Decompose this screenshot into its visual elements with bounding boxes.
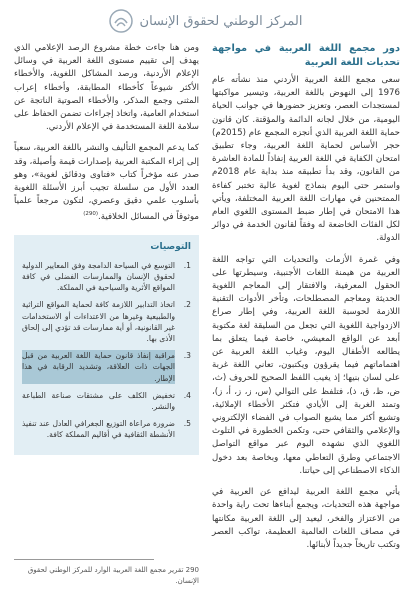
recommendation-item <box>22 260 191 294</box>
logo <box>60 4 350 38</box>
recommendation-item <box>22 299 191 344</box>
recommendation-text: التوسع في السياحة الدامجة وفق المعايير الدولية لحقوق الإنسان والممارسات الفضلى في كافة المواقع الأثرية والسياحية في المملكة. <box>22 260 175 293</box>
footnote: 290 تقرير مجمع اللغة العربية الوارد للمركز الوطني لحقوق الإنسان. <box>27 566 199 585</box>
paragraph: يأتي مجمع اللغة العربية ليدافع عن العربية في مواجهة هذه التحديات، ويجمع أبناءها تحت راية واحدة من الاعتزاز والفخر، ليعيد إلى اللغة العربية مكانتها في مصاف اللغات العالمية العظيمة، تواكب العصر وتكتب تاريخاً جديداً لأبنائها. <box>212 487 400 550</box>
recommendation-text: مراقبة إنفاذ قانون حماية اللغة العربية من قبل الجهات ذات العلاقة، وتشديد الرقابة في هذا الإطار. <box>22 351 175 383</box>
recommendation-item <box>22 390 191 412</box>
paragraph: وفي غمرة الأزمات والتحديات التي تواجه اللغة العربية من هيمنة اللغات الأجنبية، وسيطرتها على الحقول المعرفية، والافتقار إلى المعاجم اللغوية الحديثة ومعاجم المصطلحات، وتأخر الأدوات التقنية اللازمة لحوسبة اللغة العربية، وفي إطار صراع الازدواجية اللغوية التي تجعل من السليقة لغة مكتوبة أبعد عن الواقع المعيشي، خاصة فيما يتعلق بما يطالعه الأطفال اليوم، وغياب اللغة العربية عن اهتماماتهم فيما يقرؤون ويكتبون، تعاني اللغة غربة على لسان بنيها؛ إذ يغيب اللفظ الصحيح للحروف (ث، ض، ظ، ق، ذ)، فتلفظ على التوالي (س، ز، ز، أ، ز)، وتمتد الغربة إلى الأيادي فتكثر الأخطاء الإملائية، وتشيع أكثر مما يشيع الصواب في الفضاء الإلكتروني والإعلامي والثقافي حتى، وتكمن الخطورة في التلوث اللغوي الذي نشهده اليوم عبر مواقع التواصل الاجتماعي وطرق التعاطي معها، وبخاصة بعد دخول الذكاء الاصطناعي إلى حياتنا. <box>212 254 400 476</box>
recommendation-item <box>22 418 191 440</box>
paragraph: سعى مجمع اللغة العربية الأردني منذ نشأته عام 1976 إلى النهوض باللغة العربية، وتيسير مواكبتها لمستجدات العصر، وتعزيز حضورها في جوانب الحياة اليومية، من خلال لجانه الدائمة والمؤقتة. كان قانون حماية اللغة العربية الذي أنجزه المجمع عام (2015م) حجر الأساس لحماية اللغة العربية، وجاء تطبيق امتحان الكفاية في اللغة العربية إنفاذاً للمادة العاشرة من القانون، وقد بدأ تطبيقه منذ بداية عام 2018م واستمر حتى اليوم بنماذج لغوية عالية تختبر كفاءة الممتحنين في مهارات اللغة العربية المختلفة، ويأتي هذا الامتحان في إطار ضبط المستوى اللغوي العام لكل الفئات الخاضعة له وفقاً لقانون الخدمة في دوائر الدولة. <box>212 75 400 244</box>
recommendations-box <box>14 235 199 455</box>
right-column <box>212 42 400 560</box>
logo-text: المركز الوطني لحقوق الإنسان <box>139 13 303 29</box>
paragraph: ومن هنا جاءت خطة مشروع الرصد الإعلامي الذي يهدف إلى تقييم مستوى اللغة العربية في وسائل الإعلام الأردنية، ورصد المشاكل اللغوية، والأخطاء الأكثر شيوعاً كأخطاء المطابقة، وأخطاء إعراب المثنى وجمع المذكر، والأخطاء الصوتية الناتجة عن استخدام العامية، واتخاذ إجراءات تضمن الحفاظ على سلامة اللغة المستخدمة في الإعلام الأردني. <box>14 43 199 133</box>
recommendation-number: 5. <box>183 419 191 429</box>
recommendation-text: تخفيض الكلف على مشتقات صناعة الطباعة والنشر. <box>22 390 175 411</box>
recommendation-text: ضرورة مراعاة التوزيع الجغرافي العادل عند تنفيذ الأنشطة الثقافية في أقاليم المملكة كافة. <box>22 419 175 440</box>
left-column <box>14 42 199 455</box>
recommendation-number: 2. <box>183 300 191 310</box>
footnote-ref: (290) <box>83 211 99 218</box>
section-heading: دور مجمع اللغة العربية في مواجهة تحديات اللغة العربية <box>212 43 400 68</box>
recommendation-number: 4. <box>183 390 191 400</box>
footnote-divider <box>14 559 154 560</box>
hands-logo-icon <box>108 8 134 34</box>
recommendations-title: التوصيات <box>150 241 191 252</box>
recommendation-number: 3. <box>183 351 191 361</box>
recommendation-text: اتخاذ التدابير اللازمة كافة لحماية المواقع التراثية والطبيعية وغيرها من الاعتداءات أو الاستخدامات غير القانونية، أو أية ممارسات قد تؤدي إلى إلحاق الأذى بها. <box>22 300 175 343</box>
recommendation-number: 1. <box>183 260 191 270</box>
paragraph-text: كما يدعم المجمع التأليف والنشر باللغة العربية، سعياً إلى إثراء المكتبة العربية بإصدارات قيمة وأصيلة، وقد صدر عنه مؤخراً كتاب «فتاوى ودقائق لغوية»، وهو العدد الأول من سلسلة تجيب أبرز الأسئلة اللغوية بأسلوب علمي دقيق وعصري، لتكون مرجعاً علمياً موثوقاً في المسائل الخلافية. <box>14 143 199 223</box>
recommendation-item-highlighted <box>22 350 191 384</box>
paragraph <box>14 142 199 224</box>
